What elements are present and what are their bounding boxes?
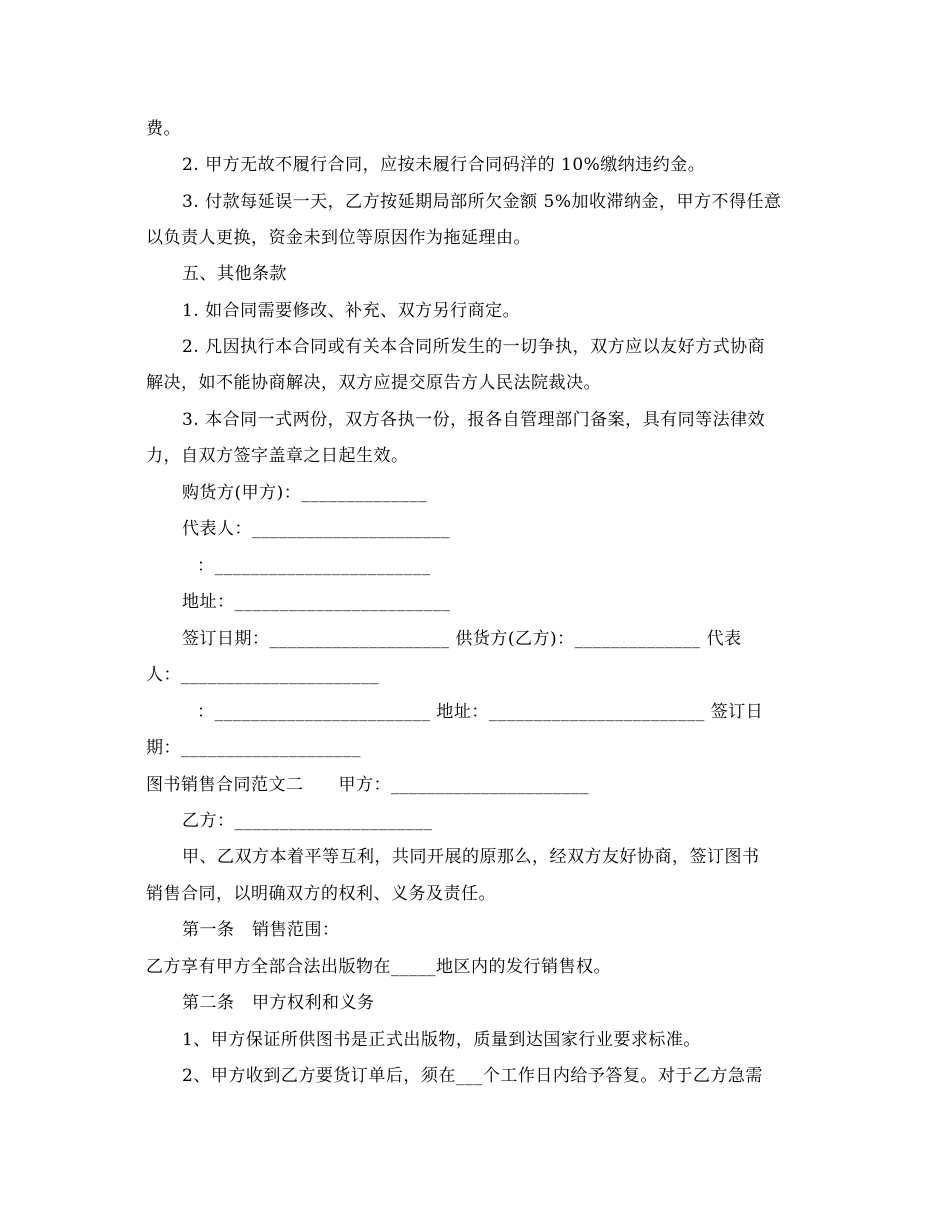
signature-line: 购货方(甲方)：______________ <box>182 483 428 503</box>
signature-line: 期：____________________ <box>146 738 361 758</box>
text-line: 3. 付款每延误一天，乙方按延期局部所欠金额 5%加收滞纳金，甲方不得任意 <box>182 192 782 212</box>
text-line: 1. 如合同需要修改、补充、双方另行商定。 <box>182 301 521 321</box>
signature-line: 代表人：______________________ <box>182 519 450 539</box>
text-line: 3. 本合同一式两份，双方各执一份，报各自管理部门备案，具有同等法律效 <box>182 410 766 430</box>
article-heading: 第二条 甲方权利和义务 <box>182 993 375 1013</box>
document-title-line: 图书销售合同范文二 甲方：______________________ <box>146 775 589 795</box>
text-line: 甲、乙双方本着平等互利，共同开展的原那么，经双方友好协商，签订图书 <box>182 847 760 867</box>
text-line: 销售合同，以明确双方的权利、义务及责任。 <box>146 884 496 904</box>
signature-line: 地址：________________________ <box>182 592 451 612</box>
text-line: 2、甲方收到乙方要货订单后，须在___个工作日内给予答复。对于乙方急需 <box>182 1066 763 1086</box>
signature-line: 乙方：______________________ <box>182 811 433 831</box>
section-heading: 五、其他条款 <box>182 264 287 284</box>
signature-line: 人：______________________ <box>146 665 379 685</box>
text-line: 费。 <box>146 119 181 139</box>
text-line: 2. 甲方无故不履行合同，应按未履行合同码洋的 10%缴纳违约金。 <box>182 155 706 175</box>
text-line: 力，自双方签字盖章之日起生效。 <box>146 446 409 466</box>
article-heading: 第一条 销售范围： <box>182 920 340 940</box>
text-line: 乙方享有甲方全部合法出版物在_____地区内的发行销售权。 <box>146 957 611 977</box>
signature-line: 签订日期：____________________ 供货方(乙方)：______________ 代表 <box>182 629 742 649</box>
signature-line: ：________________________ <box>197 556 431 576</box>
text-line: 以负责人更换，资金未到位等原因作为拖延理由。 <box>146 228 531 248</box>
text-line: 解决，如不能协商解决，双方应提交原告方人民法院裁决。 <box>146 373 601 393</box>
text-line: 2. 凡因执行本合同或有关本合同所发生的一切争执，双方应以友好方式协商 <box>182 337 766 357</box>
signature-line: ：________________________ 地址：________________________ 签订日 <box>197 702 764 722</box>
text-line: 1、甲方保证所供图书是正式出版物，质量到达国家行业要求标准。 <box>182 1030 701 1050</box>
